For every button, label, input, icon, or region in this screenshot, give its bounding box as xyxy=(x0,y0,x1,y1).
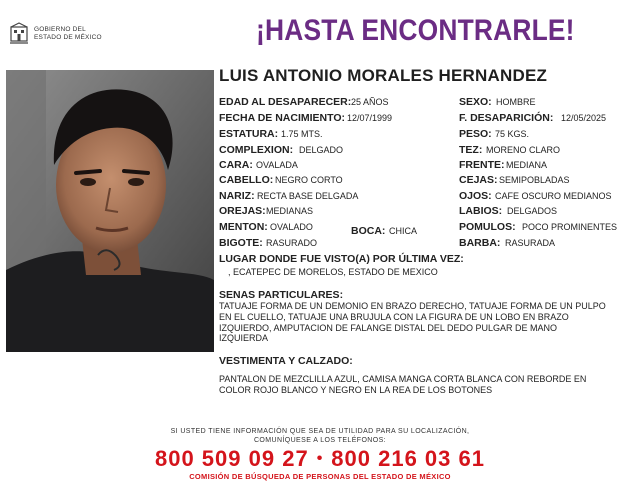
peso-value: 75 KGS. xyxy=(495,129,530,139)
barba-label: BARBA: xyxy=(459,237,501,249)
menton-value: OVALADO xyxy=(270,222,313,232)
pomulos-value: POCO PROMINENTES xyxy=(522,222,618,232)
vestimenta-line: COLOR ROJO BLANCO Y NEGRO EN LA REA DE LOS BOTONES xyxy=(219,384,493,395)
pomulos-label: POMULOS: xyxy=(459,221,516,233)
tez-label: TEZ: xyxy=(459,144,483,156)
edomex-government-logo-icon xyxy=(8,22,30,46)
bigote-label: BIGOTE: xyxy=(219,237,263,249)
cara-value: OVALADA xyxy=(256,160,298,170)
vestimenta-label: VESTIMENTA Y CALZADO: xyxy=(219,355,353,367)
cabello-label: CABELLO: xyxy=(219,174,274,186)
desaparicion-label: F. DESAPARICIÓN: xyxy=(459,112,554,124)
labios-value: DELGADOS xyxy=(507,206,558,216)
senas-line: IZQUIERDA xyxy=(219,333,269,344)
sexo-value: HOMBRE xyxy=(496,97,536,107)
tez-value: MORENO CLARO xyxy=(486,145,561,155)
ojos-value: CAFE OSCURO MEDIANOS xyxy=(495,191,612,201)
phone-number-1[interactable]: 800 509 09 27 xyxy=(154,446,309,471)
labios-label: LABIOS: xyxy=(459,205,503,217)
estatura-label: ESTATURA: xyxy=(219,128,279,140)
vestimenta-line: PANTALON DE MEZCLILLA AZUL, CAMISA MANGA CORTA BLANCA CON REBORDE EN xyxy=(219,374,587,384)
estatura-value: 1.75 MTS. xyxy=(281,129,323,139)
cejas-label: CEJAS: xyxy=(459,174,498,186)
cara-label: CARA: xyxy=(219,159,253,171)
complexion-label: COMPLEXION: xyxy=(219,144,294,156)
missing-person-photo xyxy=(6,70,214,352)
orejas-label: OREJAS: xyxy=(219,205,266,217)
phone-number-2[interactable]: 800 216 03 61 xyxy=(331,446,485,471)
senas-text xyxy=(219,301,629,344)
cabello-value: NEGRO CORTO xyxy=(275,175,343,185)
boca-value: CHICA xyxy=(389,226,418,236)
contact-note xyxy=(0,428,640,445)
complexion-value: DELGADO xyxy=(299,145,344,155)
frente-value: MEDIANA xyxy=(506,160,548,170)
contact-note-line-1: SI USTED TIENE INFORMACIÓN QUE SEA DE UTILIDAD PARA SU LOCALIZACIÓN, xyxy=(170,428,470,435)
nariz-label: NARIZ: xyxy=(219,190,255,202)
phone-numbers xyxy=(0,446,640,472)
person-name: LUIS ANTONIO MORALES HERNANDEZ xyxy=(219,66,548,85)
bullet-separator: • xyxy=(316,450,324,467)
gov-line-2: ESTADO DE MÉXICO xyxy=(34,34,102,41)
desaparicion-value: 12/05/2025 xyxy=(561,113,607,123)
senas-line: EN EL CUELLO, TATUAJE UNA BRUJULA CON LA FIGURA DE UN LOBO EN BRAZO xyxy=(219,311,569,322)
edad-label: EDAD AL DESAPARECER: xyxy=(219,96,352,108)
senas-line: IZQUIERDO, AMPUTACION DE FALANGE DISTAL DEL DEDO PULGAR DE MANO xyxy=(219,322,558,333)
sexo-label: SEXO: xyxy=(459,96,492,108)
menton-label: MENTON: xyxy=(219,221,268,233)
contact-note-line-2: COMUNÍQUESE A LOS TELÉFONOS: xyxy=(253,436,387,444)
orejas-value: MEDIANAS xyxy=(266,206,314,216)
edad-value: 25 AÑOS xyxy=(351,97,389,107)
nacimiento-value: 12/07/1999 xyxy=(347,113,393,123)
lugar-label: LUGAR DONDE FUE VISTO(A) POR ÚLTIMA VEZ: xyxy=(219,253,464,265)
vestimenta-text xyxy=(219,374,629,396)
government-logo xyxy=(8,22,128,48)
nariz-value: RECTA BASE DELGADA xyxy=(257,191,359,201)
barba-value: RASURADA xyxy=(505,238,556,248)
senas-label: SENAS PARTICULARES: xyxy=(219,289,344,301)
bigote-value: RASURADO xyxy=(266,238,318,248)
commission-name: COMISIÓN DE BÚSQUEDA DE PERSONAS DEL ESTADO DE MÉXICO xyxy=(189,472,451,481)
cejas-value: SEMIPOBLADAS xyxy=(499,175,570,185)
nacimiento-label: FECHA DE NACIMIENTO: xyxy=(219,112,345,124)
gov-line-1: GOBIERNO DEL xyxy=(34,26,86,33)
headline: ¡HASTA ENCONTRARLE! xyxy=(256,14,575,47)
frente-label: FRENTE: xyxy=(459,159,505,171)
peso-label: PESO: xyxy=(459,128,492,140)
lugar-value: , ECATEPEC DE MORELOS, ESTADO DE MEXICO xyxy=(228,267,438,277)
boca-label: BOCA: xyxy=(351,225,386,237)
senas-line: TATUAJE FORMA DE UN DEMONIO EN BRAZO DERECHO, TATUAJE FORMA DE UN PULPO xyxy=(219,301,606,311)
ojos-label: OJOS: xyxy=(459,190,492,202)
